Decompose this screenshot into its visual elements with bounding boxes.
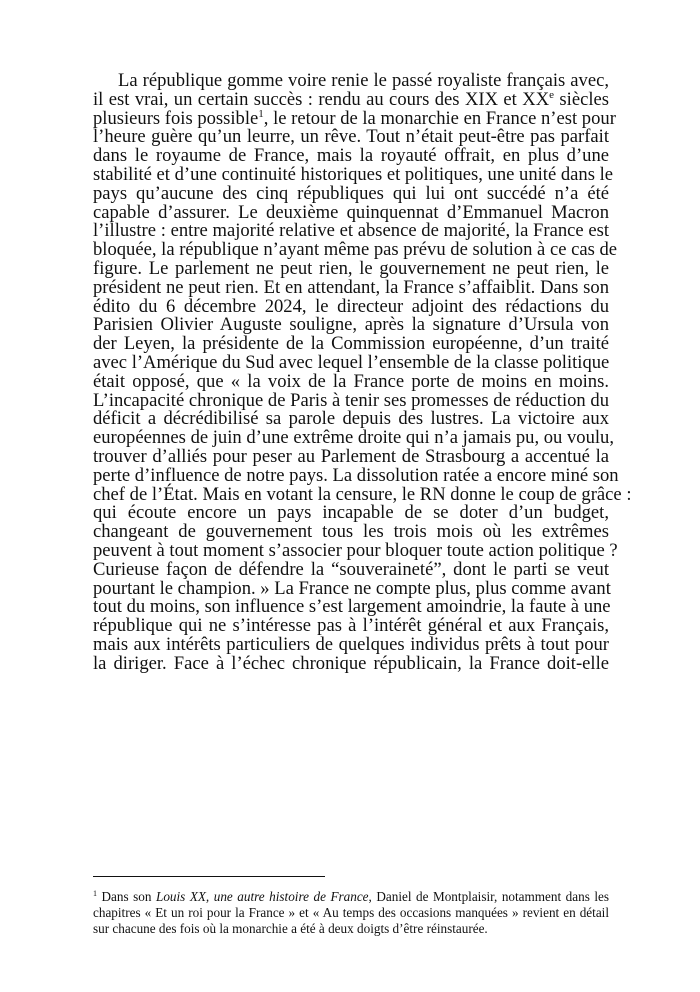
text-line: stabilité et d’une continuité historiques et politiques, une unité dans le (93, 163, 613, 185)
text-line: l’heure guère qu’un leurre, un rêve. Tout n’était peut-être pas parfait (93, 126, 609, 148)
text-line: L’incapacité chronique de Paris à tenir ses promesses de réduction du (93, 389, 609, 411)
text-line: capable d’assurer. Le deuxième quinquennat d’Emmanuel Macron (93, 201, 609, 223)
text-line: figure. Le parlement ne peut rien, le gouvernement ne peut rien, le (93, 257, 609, 279)
superscript: e (549, 88, 555, 101)
main-paragraph (93, 70, 632, 674)
text-line: déficit a décrédibilisé sa parole depuis des lustres. La victoire aux (93, 408, 609, 430)
text-line: dans le royaume de France, mais la royauté offrait, en plus d’une (93, 145, 609, 167)
text-line: avec l’Amérique du Sud avec lequel l’ensemble de la classe politique (93, 351, 610, 373)
text-line: changeant de gouvernement tous les trois mois où les extrêmes (93, 521, 609, 543)
text-line: européennes de juin d’une extrême droite qui n’a jamais pu, ou voulu, (93, 427, 614, 449)
text-line: mais aux intérêts particuliers de quelques individus prêts à tout pour (93, 633, 609, 655)
text-line: qui écoute encore un pays incapable de se doter d’un budget, (93, 502, 609, 524)
footnote-line: chapitres « Et un roi pour la France » et « Au temps des occasions manquées » revient en détail (93, 905, 609, 920)
text-line: pays qu’aucune des cinq républiques qui lui ont succédé n’a été (93, 182, 609, 204)
text-line: peuvent à tout moment s’associer pour bloquer toute action politique ? (93, 539, 618, 561)
page-body (93, 70, 632, 674)
text-line: perte d’influence de notre pays. La dissolution ratée a encore miné son (93, 464, 619, 486)
text-line: trouver d’alliés pour peser au Parlement de Strasbourg a accentué la (93, 445, 609, 467)
text-line: Curieuse façon de défendre la “souveraineté”, dont le parti se veut (93, 558, 609, 580)
text-line: Parisien Olivier Auguste souligne, après la signature d’Ursula von (93, 314, 609, 336)
footnote-line: sur chacune des fois où la monarchie a été à deux doigts d’être réinstaurée. (93, 921, 488, 936)
footnote-ref[interactable]: 1 (258, 107, 264, 120)
text-line: tout du moins, son influence s’est largement amoindrie, la faute à une (93, 596, 611, 618)
text-line: était opposé, que « la voix de la France porte de moins en moins. (93, 370, 609, 392)
text-line: plusieurs fois possible$^1$, le retour de la monarchie en France n’est pour (93, 107, 616, 129)
text-line: der Leyen, la présidente de la Commission européenne, d’un traité (93, 333, 609, 355)
text-line: La république gomme voire renie le passé royaliste français avec, (118, 70, 609, 91)
text-line: président ne peut rien. Et en attendant, la France s’affaiblit. Dans son (93, 276, 609, 298)
text-line: l’illustre : entre majorité relative et absence de majorité, la France est (93, 220, 609, 242)
book-title: Louis XX, une autre histoire de France (155, 889, 369, 904)
footnote-separator (93, 876, 325, 877)
text-line: chef de l’État. Mais en votant la censure, le RN donne le coup de grâce : (93, 483, 632, 505)
text-line: la diriger. Face à l’échec chronique républicain, la France doit-elle (93, 652, 609, 674)
text-line: édito du 6 décembre 2024, le directeur adjoint des rédactions du (93, 295, 609, 317)
footnote-number: 1 (93, 889, 97, 898)
text-line: république qui ne s’intéresse pas à l’intérêt général et aux Français, (93, 615, 609, 637)
footnote-line: $^1$ Dans son Louis XX, une autre histoire de France, Daniel de Montplaisir, notamment dans les (93, 889, 610, 904)
text-line: bloquée, la république n’ayant même pas prévu de solution à ce cas de (93, 239, 618, 261)
text-line: il est vrai, un certain succès : rendu au cours des XIX et XXe siècles (93, 88, 609, 110)
footnote (93, 889, 609, 937)
text-line: pourtant le champion. » La France ne compte plus, plus comme avant (93, 577, 611, 599)
